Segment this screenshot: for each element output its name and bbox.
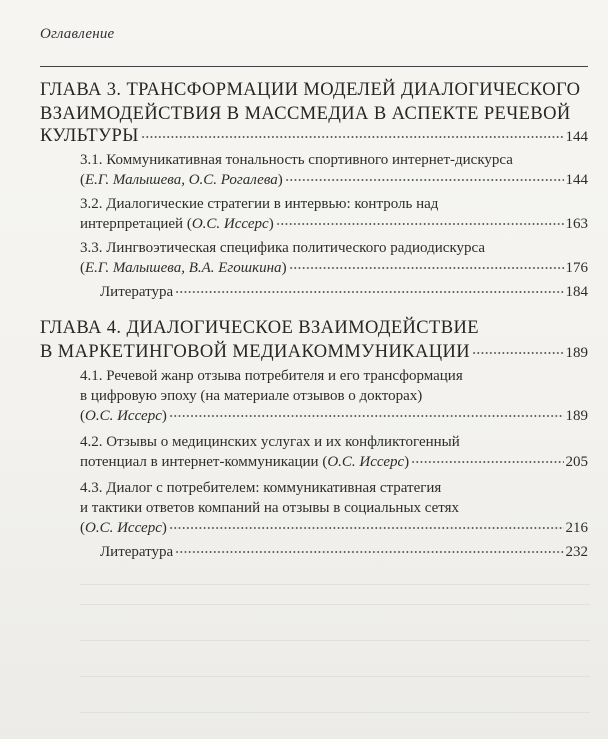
literature-label: Литература (100, 284, 174, 300)
section-4-1-title-line-2 (80, 388, 422, 405)
dot-leader (472, 352, 563, 354)
section-4-1-title-text: 4.1. Речевой жанр отзыва потребителя и его трансформация (80, 368, 463, 384)
dot-leader (141, 136, 564, 138)
chapter-3-title-line-1 (40, 80, 588, 101)
section-4-2-title-text: потенциал в интернет-коммуникации ( (80, 454, 328, 470)
section-3-3-page-number: 176 (565, 260, 588, 276)
bleed-through-line (80, 604, 590, 605)
section-3-1-author: Е.Г. Малышева, О.С. Рогалева (85, 172, 278, 188)
section-3-2-page-number: 163 (565, 216, 588, 232)
section-3-3-entry[interactable] (80, 260, 588, 277)
section-4-3-title-line-2 (80, 500, 459, 517)
section-4-3-title-text: и тактики ответов компаний на отзывы в социальных сетях (80, 500, 460, 516)
paren-close: ) (161, 520, 167, 536)
paren-close: ) (277, 172, 283, 188)
dot-leader (175, 551, 563, 553)
header-rule (40, 66, 588, 67)
section-4-3-page-number: 216 (565, 520, 588, 536)
bleed-through-line (80, 584, 590, 585)
chapter-4-literature-entry[interactable] (100, 544, 588, 561)
dot-leader (175, 291, 563, 293)
section-3-3-title (80, 240, 485, 257)
paren-close: ) (268, 216, 274, 232)
paren-open: ( (80, 260, 85, 276)
dot-leader (169, 415, 564, 417)
chapter-3-title-line-2 (40, 104, 588, 125)
paren-close: ) (281, 260, 287, 276)
section-3-2-title (80, 196, 438, 213)
section-4-3-author: О.С. Иссерс (85, 520, 162, 536)
section-4-1-page-number: 189 (565, 408, 588, 424)
section-3-1-page-number: 144 (565, 172, 588, 188)
section-4-2-page-number: 205 (565, 454, 588, 470)
paren-close: ) (404, 454, 410, 470)
chapter-3-page-number: 144 (565, 129, 588, 145)
dot-leader (289, 267, 564, 269)
chapter-3-title-text: ВЗАИМОДЕЙСТВИЯ В МАССМЕДИА В АСПЕКТЕ РЕЧЕВОЙ (40, 104, 571, 124)
dot-leader (169, 527, 564, 529)
paren-open: ( (80, 520, 85, 536)
section-3-3-title-text: 3.3. Лингвоэтическая специфика политического радиодискурса (80, 240, 486, 256)
chapter-4-title-line-2[interactable] (40, 342, 588, 363)
section-4-3-title-line-1 (80, 480, 441, 497)
section-3-1-title-text: 3.1. Коммуникативная тональность спортивного интернет-дискурса (80, 152, 513, 168)
section-4-2-title-text: 4.2. Отзывы о медицинских услугах и их конфликтогенный (80, 434, 460, 450)
section-4-2-entry[interactable] (80, 454, 588, 471)
section-3-1-entry[interactable] (80, 172, 588, 189)
chapter-3-title-line-3[interactable] (40, 126, 588, 147)
paren-open: ( (80, 172, 85, 188)
dot-leader (285, 179, 564, 181)
bleed-through-line (80, 676, 590, 677)
literature-label: Литература (100, 544, 174, 560)
chapter-3-literature-entry[interactable] (100, 284, 588, 301)
running-header: Оглавление (40, 26, 115, 42)
section-3-2-entry[interactable] (80, 216, 588, 233)
section-3-2-title-text: интерпретацией ( (80, 216, 192, 232)
chapter-3-title-text: ГЛАВА 3. ТРАНСФОРМАЦИИ МОДЕЛЕЙ ДИАЛОГИЧЕСКОГО (40, 80, 581, 100)
section-3-2-author: О.С. Иссерс (191, 216, 269, 232)
chapter-3-title-text: КУЛЬТУРЫ (40, 126, 139, 146)
chapter-3-literature-page-number: 184 (565, 284, 588, 300)
section-4-3-entry[interactable] (80, 520, 588, 537)
chapter-4-title-text: В МАРКЕТИНГОВОЙ МЕДИАКОММУНИКАЦИИ (40, 342, 471, 362)
paren-close: ) (161, 408, 167, 424)
section-4-1-title-text: в цифровую эпоху (на материале отзывов о докторах) (80, 388, 423, 404)
section-4-1-entry[interactable] (80, 408, 588, 425)
section-3-2-title-text: 3.2. Диалогические стратегии в интервью: контроль над (80, 196, 439, 212)
section-4-2-title-line-1 (80, 434, 460, 451)
section-3-1-title (80, 152, 513, 169)
bleed-through-line (80, 640, 590, 641)
section-4-1-author: О.С. Иссерс (85, 408, 162, 424)
chapter-4-page-number: 189 (565, 345, 588, 361)
chapter-4-literature-page-number: 232 (565, 544, 588, 560)
bleed-through-line (80, 712, 590, 713)
dot-leader (276, 223, 564, 225)
section-3-3-author: Е.Г. Малышева, В.А. Егошкина (85, 260, 282, 276)
dot-leader (411, 461, 563, 463)
chapter-4-title-line-1 (40, 318, 588, 339)
chapter-4-title-text: ГЛАВА 4. ДИАЛОГИЧЕСКОЕ ВЗАИМОДЕЙСТВИЕ (40, 318, 479, 338)
section-4-2-author: О.С. Иссерс (327, 454, 405, 470)
paren-open: ( (80, 408, 85, 424)
section-4-3-title-text: 4.3. Диалог с потребителем: коммуникативная стратегия (80, 480, 442, 496)
section-4-1-title-line-1 (80, 368, 463, 385)
